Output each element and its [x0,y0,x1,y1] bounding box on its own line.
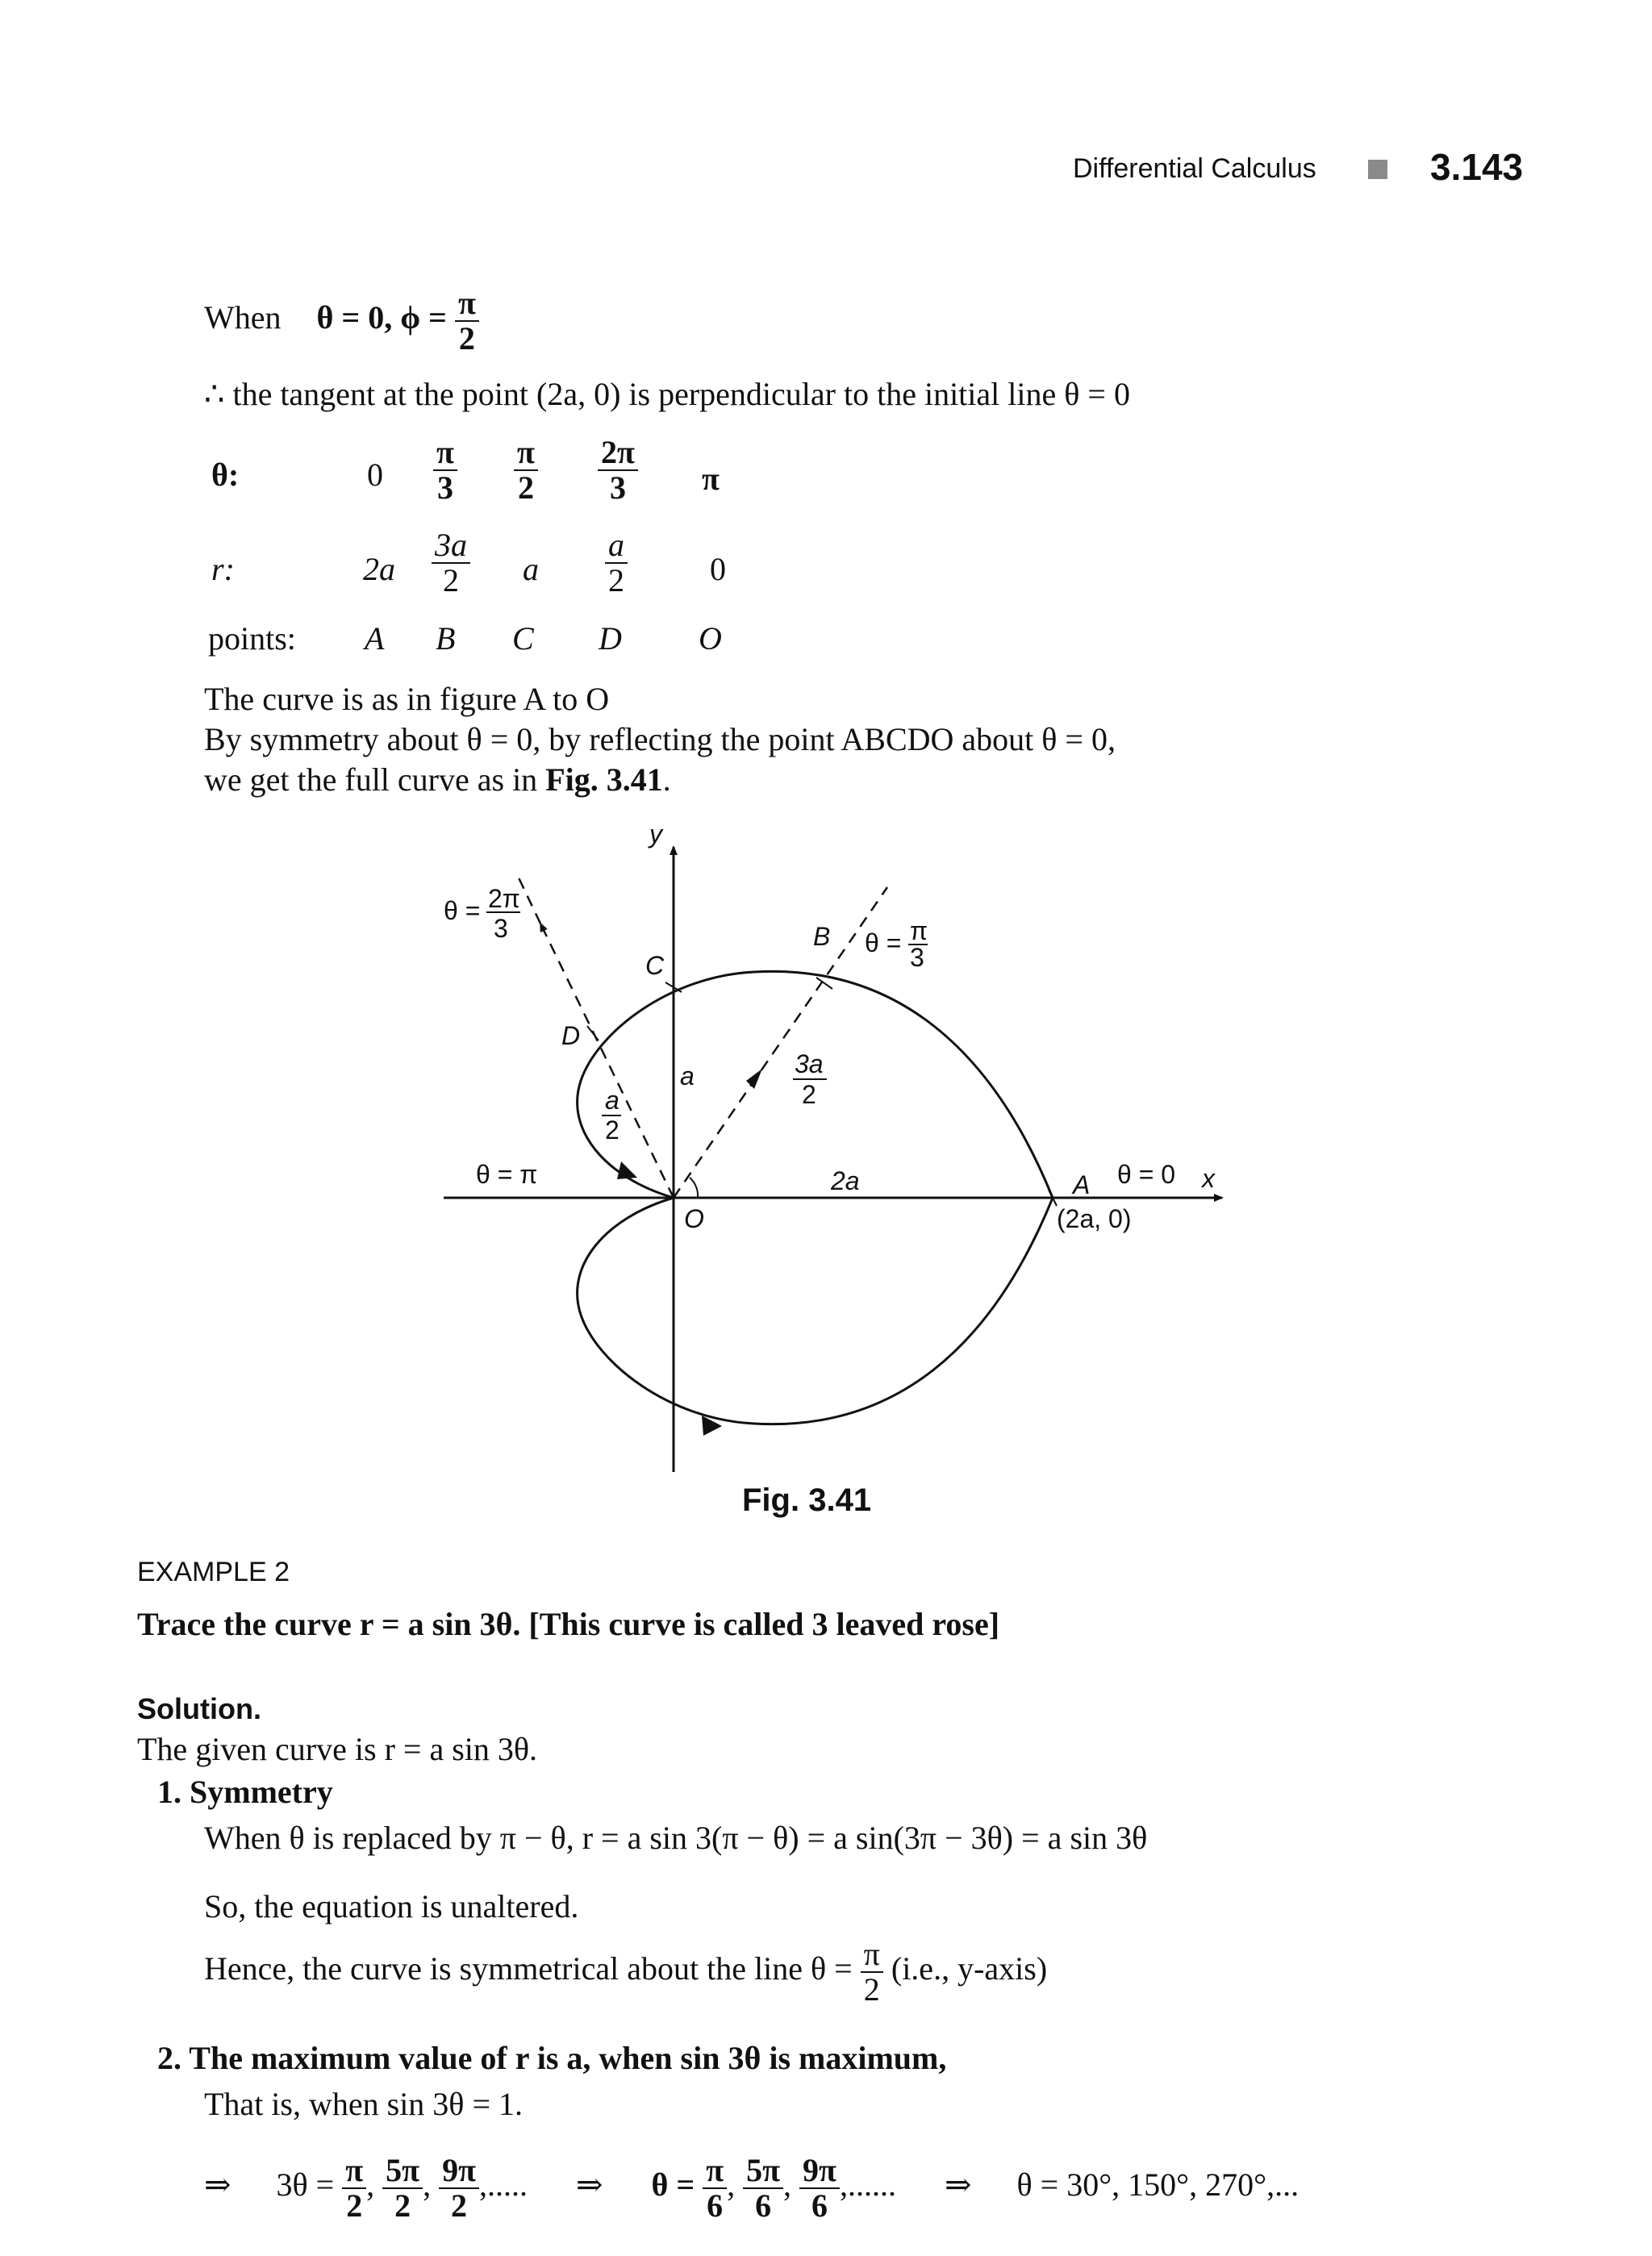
point-O: O [699,620,722,657]
figure-caption: Fig. 3.41 [742,1482,872,1518]
paragraph-line-3: we get the full curve as in Fig. 3.41. [204,761,671,798]
example-label: EXAMPLE 2 [137,1557,290,1587]
ray-pi-3-arrow [746,1069,762,1089]
angle-arc [690,1178,698,1198]
step1-line3: Hence, the curve is symmetrical about the line θ = $\frac{\pi}{2}$ (i.e., y-axis) [204,1936,1048,2008]
theta-2pi3-prefix: θ = [444,896,481,925]
point-D: D [599,620,622,657]
point-A: A [365,620,385,657]
example-statement: Trace the curve r = a sin 3θ. [This curve is called 3 leaved rose] [137,1606,1000,1642]
r-val-2: a [523,551,539,587]
label-2a: 2a [831,1166,860,1195]
ray-pi-3 [674,887,887,1198]
label-3a-over-2-den: 2 [802,1080,816,1109]
y-axis-label: y [649,819,662,849]
point-C: C [512,620,534,657]
paragraph-line-1: The curve is as in figure A to O [204,681,610,717]
label-A-coords: (2a, 0) [1057,1204,1132,1233]
label-a-over-2-den: 2 [605,1115,620,1145]
theta-val-2: $\frac{\pi}{2}$ [514,436,538,505]
theta-pi-label: θ = π [476,1160,538,1189]
step2-title: 2. The maximum value of r is a, when sin 3θ is maximum, [157,2040,947,2076]
x-axis-label: x [1202,1164,1215,1193]
when-lead: When [204,299,282,336]
label-a: a [680,1061,695,1090]
step2-line1: That is, when sin 3θ = 1. [204,2086,524,2122]
paragraph-line-2: By symmetry about θ = 0, by reflecting the point ABCDO about θ = 0, [204,721,1116,757]
phi-num: π [455,286,479,322]
r-val-0: 2a [363,551,395,587]
curve-arrow-upper [617,1161,637,1179]
r-val-1: $\frac{3a}{2}$ [432,528,470,598]
label-B: B [813,922,831,951]
r-val-4: 0 [710,551,726,587]
theta-val-1: $\frac{\pi}{3}$ [433,436,457,505]
theta-val-3: $\frac{2\pi}{3}$ [598,436,638,505]
r-row-label: r: [211,551,235,587]
given-curve: The given curve is r = a sin 3θ. [137,1731,538,1767]
fig-ref: Fig. 3.41 [545,761,663,798]
step1-line1: When θ is replaced by π − θ, r = a sin 3(π − θ) = a sin(3π − 3θ) = a sin 3θ [204,1820,1148,1856]
theta-0-label: θ = 0 [1117,1160,1176,1189]
phi-den: 2 [458,320,475,357]
implication-line: ⇒ 3θ = $\frac{\pi}{2}$ , $\frac{5\pi}{2}$ , $\frac{9\pi}{2}$ ,..... ⇒ θ = $\frac{\pi}{6}$ , $\frac{5\pi}{6}$ , $\frac{9\pi}{6}$ ,...... ⇒ θ = 30°, 150°, 270°,... [204,2152,1299,2224]
theta-row-label: θ: [211,457,240,493]
step1-title: 1. Symmetry [157,1774,333,1810]
theta-2pi3-den: 3 [494,914,508,943]
when-expr: θ = 0, ϕ = [316,299,447,336]
symmetry-fraction: $\frac{\pi}{2}$ [861,1937,883,2007]
theta-2pi3-num: 2π [488,884,520,913]
theta-pi3-num: π [910,916,928,945]
step1-line2: So, the equation is unaltered. [204,1888,579,1924]
page-number: 3.143 [1430,146,1524,188]
point-B: B [436,620,456,657]
label-C: C [645,951,665,980]
r-val-3: $\frac{a}{2}$ [605,528,628,598]
theta-val-4: π [702,461,720,497]
label-a-over-2-num: a [605,1086,620,1115]
theta-pi3-den: 3 [910,943,924,972]
label-A: A [1073,1170,1091,1199]
label-O: O [684,1204,704,1233]
label-D: D [561,1021,581,1050]
theta-val-0: 0 [367,457,383,493]
solution-label: Solution. [137,1692,261,1725]
theta-pi3-prefix: θ = [865,928,902,957]
running-header-section: Differential Calculus [1073,153,1316,184]
tangent-line: ∴ the tangent at the point (2a, 0) is perpendicular to the initial line θ = 0 [204,376,1130,412]
points-row-label: points: [208,620,296,657]
label-3a-over-2-num: 3a [795,1049,824,1078]
